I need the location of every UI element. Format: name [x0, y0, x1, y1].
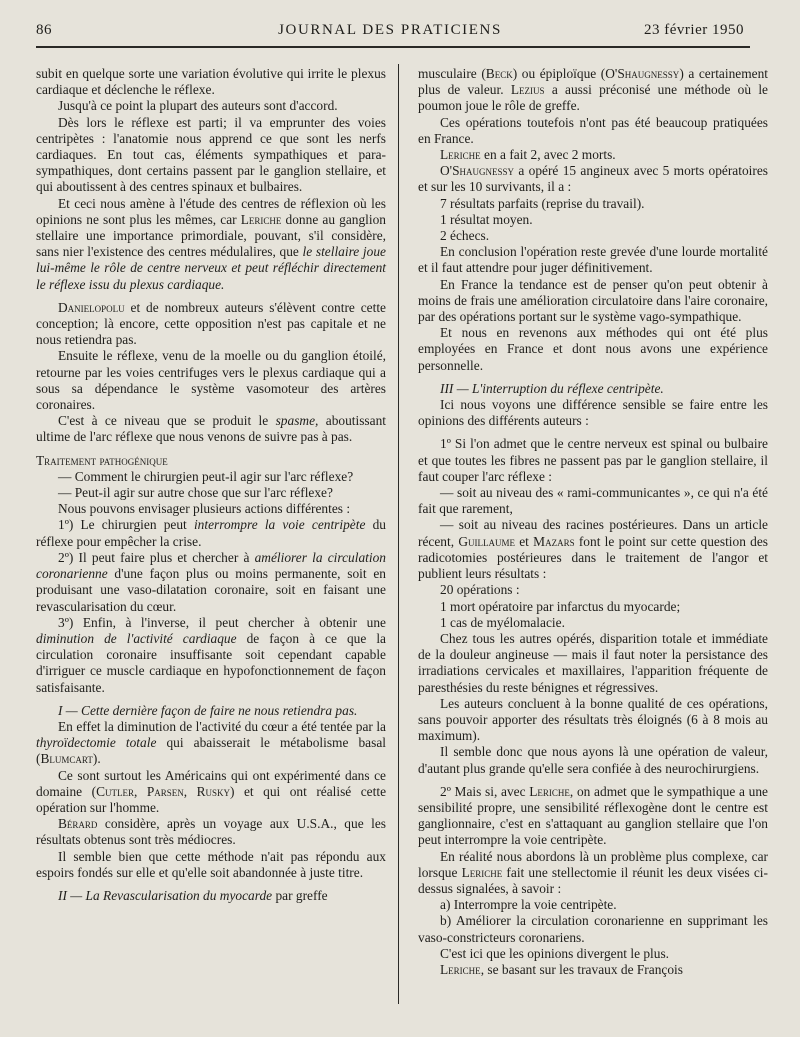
list-item: — soit au niveau des « rami-communicantes », ce qui n'a été fait que rarement,	[418, 485, 768, 517]
paragraph: Chez tous les autres opérés, disparition totale et immédiate de la douleur angineuse — mais il faut noter la persistance des irradiations cervicales et maxillaires, l'apparition fréquente de paresthésies du reste bénignes et régressives.	[418, 630, 768, 695]
right-column	[418, 66, 768, 978]
result-line: 20 opérations :	[440, 582, 520, 598]
subsection-heading: III — L'interruption du réflexe centripète.	[440, 380, 664, 396]
paragraph: Leriche en a fait 2, avec 2 morts.	[440, 147, 616, 163]
paragraph: Et nous en revenons aux méthodes qui ont été plus employées en France et dont nous avons une expérience personnelle.	[418, 325, 768, 373]
page-number: 86	[36, 22, 52, 38]
paragraph: En France la tendance est de penser qu'on peut obtenir à moins de frais une amélioration circulatoire dans l'aire coronaire, par des opérations portant sur le système vago-sympathique.	[418, 276, 768, 325]
result-line: 2 échecs.	[440, 228, 490, 244]
header-rule	[36, 46, 750, 48]
paragraph: Jusqu'à ce point la plupart des auteurs sont d'accord.	[58, 98, 338, 114]
paragraph: En effet la diminution de l'activité du cœur a été tentée par la thyroïdectomie totale qui abaisserait le métabolisme basal (Blumcart).	[36, 718, 386, 767]
question: — Comment le chirurgien peut-il agir sur l'arc réflexe?	[58, 468, 354, 484]
paragraph: Les auteurs concluent à la bonne qualité de ces opérations, sans pouvoir apporter des résultats très éloignés (6 à 8 mois au maximum).	[418, 695, 768, 744]
paragraph: Ce sont surtout les Américains qui ont expérimenté dans ce domaine (Cutler, Parsen, Rusky) et qui ont réalisé cette opération sur l'homme.	[36, 767, 387, 815]
paragraph: Danielopolu et de nombreux auteurs s'élèvent contre cette conception; là encore, cette opposition n'est pas capitale et ne nous retiendra pas.	[36, 299, 386, 348]
list-item: 3º) Enfin, à l'inverse, il peut chercher à obtenir une diminution de l'activité cardiaque de façon à ce que la circulation coronaire insuffisante soit cependant capable d'irriguer ce muscle cardiaque en hypofonctionnement de façon satisfaisante.	[36, 614, 387, 695]
list-item: 1º) Le chirurgien peut interrompre la voie centripète du réflexe pour empêcher la crise.	[36, 517, 386, 549]
paragraph: O'Shaugnessy a opéré 15 angineux avec 5 morts opératoires et sur les 10 survivants, il a :	[418, 163, 768, 195]
paragraph: subit en quelque sorte une variation évolutive qui irrite le plexus cardiaque et déclenche le réflexe.	[36, 66, 386, 98]
paragraph: Ici nous voyons une différence sensible se faire entre les opinions des différents auteurs :	[418, 397, 768, 429]
list-item: 2º) Il peut faire plus et chercher à améliorer la circulation coronarienne d'une façon plus ou moins permanente, soit en produisant une vaso-dilatation coronaire, soit en faisant une revascularisation du cœur.	[36, 549, 386, 614]
column-divider	[398, 64, 399, 1004]
paragraph: Il semble bien que cette méthode n'ait pas répondu aux espoirs fondés sur elle et qu'elle soit abandonnée à juste titre.	[36, 848, 386, 880]
list-item: a) Interrompre la voie centripète.	[440, 897, 617, 913]
paragraph: En réalité nous abordons là un problème plus complexe, car lorsque Leriche fait une stellectomie il réunit les deux visées ci-dessus signalées, à savoir :	[418, 848, 768, 896]
paragraph: Nous pouvons envisager plusieurs actions différentes :	[58, 501, 351, 517]
running-header	[36, 22, 744, 46]
paragraph: Dès lors le réflexe est parti; il va emprunter des voies centripètes : l'anatomie nous apprend ce que sont les nerfs cardiaques. En tout cas, éléments sympathiques et para-sympathiques, dont certains passent par le ganglion stellaire, et qui aboutissent à des centres spinaux et bulbaires.	[36, 114, 386, 195]
italic-quote: le stellaire joue lui-même le rôle de centre nerveux et peut réfléchir directement le réflexe issu du plexus cardiaque.	[36, 244, 386, 292]
paragraph: musculaire (Beck) ou épiploïque (O'Shaugnessy) a certainement plus de valeur. Lezius a aussi préconisé une méthode où le poumon joue le rôle de greffe.	[418, 66, 768, 114]
list-item: b) Améliorer la circulation coronarienne en supprimant les vaso-constricteurs coronariens.	[418, 913, 768, 945]
paragraph: Il semble donc que nous ayons là une opération de valeur, d'autant plus grande qu'elle sera confiée à des neurochirurgiens.	[418, 744, 768, 776]
paragraph: Bérard considère, après un voyage aux U.S.A., que les résultats obtenus sont très médiocres.	[36, 816, 386, 848]
paragraph: Ensuite le réflexe, venu de la moelle ou du ganglion étoilé, retourne par les voies centrifuges vers le plexus cardiaque qui a sous sa dépendance le système vasomoteur des artères coronaires.	[36, 348, 386, 413]
section-heading: Traitement pathogénique	[36, 452, 168, 468]
author-name: Danielopolu	[58, 299, 125, 315]
paragraph: 2º Mais si, avec Leriche, on admet que le sympathique a une sensibilité propre, une sensibilité réflexogène dont le centre est ganglionnaire, c'est en s'attaquant au ganglion stellaire que l'on peut interrompre la voie centripète.	[418, 783, 768, 848]
result-line: 1 résultat moyen.	[440, 211, 533, 227]
author-name: Blumcart	[40, 751, 93, 767]
subsection-heading: I — Cette dernière façon de faire ne nous retiendra pas.	[58, 702, 358, 718]
list-item: — soit au niveau des racines postérieures. Dans un article récent, Guillaume et Mazars font le point sur cette question des radicotomies postérieures dans le traitement de l'angor et publient leurs résultats :	[418, 517, 769, 582]
author-name: Leriche	[240, 211, 282, 227]
paragraph: En conclusion l'opération reste grevée d'une lourde mortalité et il faut attendre pour juger définitivement.	[418, 244, 768, 276]
paragraph: C'est ici que les opinions divergent le plus.	[440, 945, 670, 961]
paragraph: Et ceci nous amène à l'étude des centres de réflexion où les opinions ne sont plus les mêmes, car Leriche donne au ganglion stellaire une importance primordiale, pouvant, s'il considère, sans nier l'existence des centres médulalires, que le stellaire joue lui-même le rôle de centre nerveux et peut réfléchir directement le réflexe issu du plexus cardiaque.	[36, 195, 386, 292]
author-name: Cutler, Parsen, Rusky	[96, 783, 231, 799]
journal-title: JOURNAL DES PRATICIENS	[278, 22, 502, 38]
result-line: 1 cas de myélomalacie.	[440, 614, 565, 630]
author-name: Bérard	[58, 816, 98, 832]
paragraph: Leriche, se basant sur les travaux de François	[440, 961, 683, 977]
paragraph: C'est à ce niveau que se produit le spasme, aboutissant ultime de l'arc réflexe que nous venons de suivre pas à pas.	[36, 413, 387, 445]
paragraph: Ces opérations toutefois n'ont pas été beaucoup pratiquées en France.	[418, 114, 768, 146]
result-line: 1 mort opératoire par infarctus du myocarde;	[440, 598, 681, 614]
issue-date: 23 février 1950	[644, 22, 744, 38]
left-column	[36, 66, 386, 904]
subsection-heading: II — La Revascularisation du myocarde par greffe	[58, 887, 328, 903]
result-line: 7 résultats parfaits (reprise du travail).	[440, 195, 645, 211]
paragraph: 1º Si l'on admet que le centre nerveux est spinal ou bulbaire et que toutes les fibres ne passent pas par le ganglion stellaire, il faut couper l'arc réflexe :	[418, 436, 768, 484]
question: — Peut-il agir sur autre chose que sur l'arc réflexe?	[58, 485, 333, 501]
